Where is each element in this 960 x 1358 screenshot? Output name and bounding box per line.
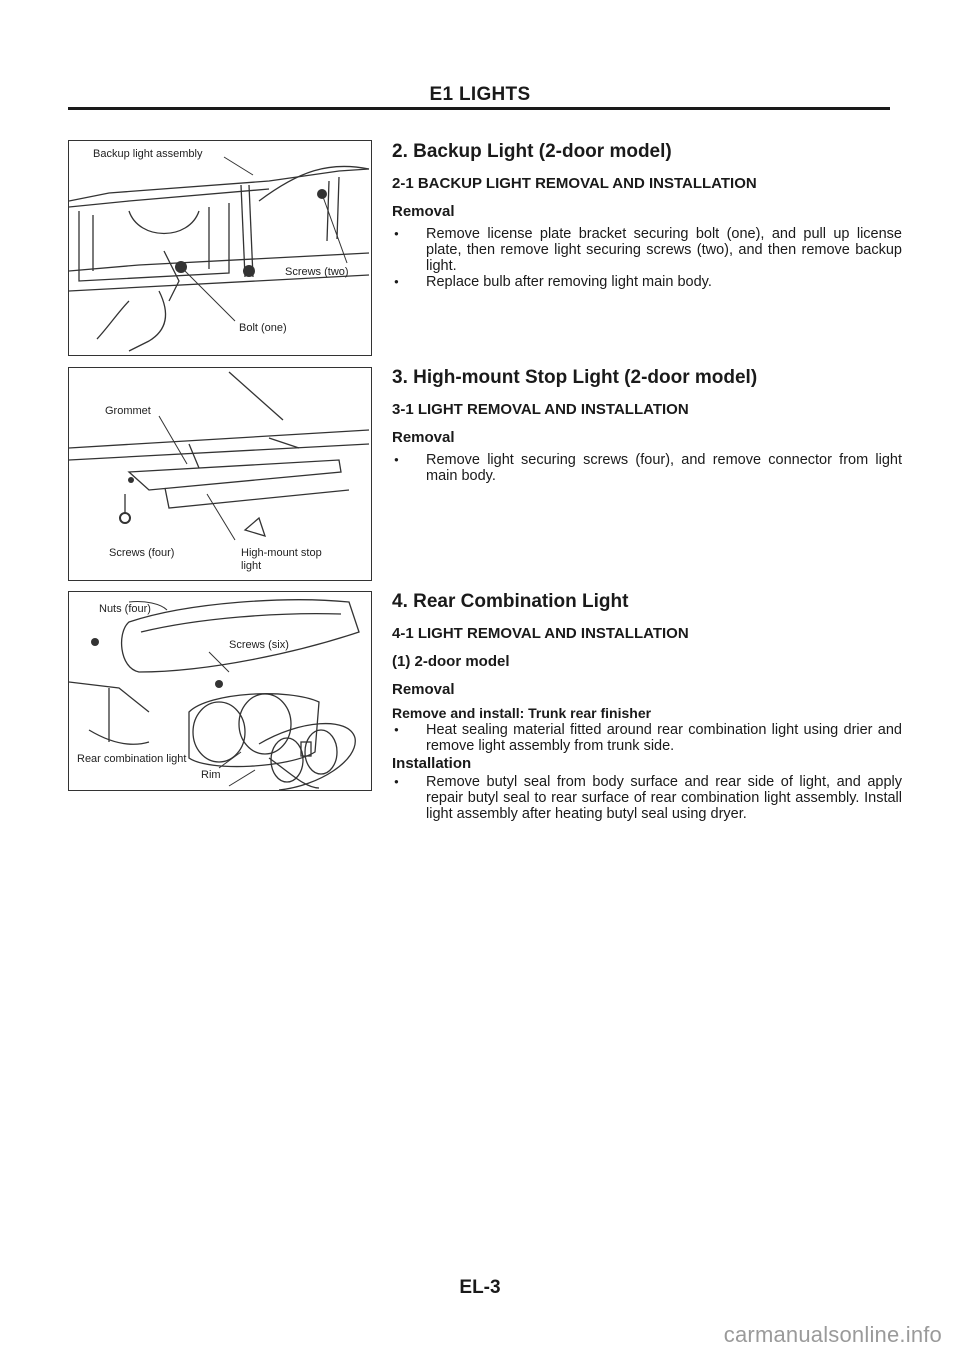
page-number: EL-3 xyxy=(459,1277,501,1298)
watermark: carmanualsonline.info xyxy=(723,1322,942,1347)
removal-list xyxy=(392,452,902,484)
section-subtitle: 2-1 BACKUP LIGHT REMOVAL AND INSTALLATION xyxy=(392,175,757,192)
list-item: ● Remove license plate bracket securing bolt (one), and pull up license plate, then remove light securing screws (two), and then remove backup light. xyxy=(392,226,902,274)
removal-list xyxy=(392,722,902,754)
label-high-mount-stop: High-mount stop xyxy=(241,547,322,559)
installation-list xyxy=(392,774,902,822)
list-item: ● Remove light securing screws (four), and remove connector from light main body. xyxy=(392,452,902,484)
remove-install-label: Remove and install: Trunk rear finisher xyxy=(392,705,652,721)
label-grommet: Grommet xyxy=(105,405,151,417)
section-subtitle: 4-1 LIGHT REMOVAL AND INSTALLATION xyxy=(392,625,689,642)
label-screws-two: Screws (two) xyxy=(285,266,349,278)
nut-icon xyxy=(91,638,99,646)
section-backup-light xyxy=(392,140,902,290)
section-title: 2. Backup Light (2-door model) xyxy=(392,141,672,162)
section-rear-combination xyxy=(392,590,902,822)
label-backup-assembly: Backup light assembly xyxy=(93,148,203,160)
installation-heading: Installation xyxy=(392,755,472,772)
removal-heading: Removal xyxy=(392,203,455,220)
section-subtitle: 3-1 LIGHT REMOVAL AND INSTALLATION xyxy=(392,401,689,418)
label-light: light xyxy=(241,560,262,572)
section-title: 4. Rear Combination Light xyxy=(392,591,629,612)
screw-icon xyxy=(120,513,130,523)
removal-heading: Removal xyxy=(392,681,455,698)
backup-light-figure xyxy=(68,140,372,356)
screw-icon xyxy=(215,680,223,688)
header-rule xyxy=(68,107,890,110)
label-nuts-four: Nuts (four) xyxy=(99,603,151,615)
backup-light-drawing xyxy=(69,141,371,355)
list-item: ● Heat sealing material fitted around rear combination light using drier and remove light assembly from trunk side. xyxy=(392,722,902,754)
removal-heading: Removal xyxy=(392,429,455,446)
list-item: ● Remove butyl seal from body surface and rear side of light, and apply repair butyl seal to rear surface of rear combination light assembly. Install light assembly after heating butyl seal using dryer. xyxy=(392,774,902,822)
label-rear-combination: Rear combination light xyxy=(77,753,187,765)
stop-light-drawing xyxy=(69,368,371,580)
screw-icon xyxy=(243,265,255,277)
section-stop-light xyxy=(392,366,902,484)
rear-combination-figure xyxy=(68,591,372,791)
rear-combination-drawing xyxy=(69,592,371,790)
section-title: 3. High-mount Stop Light (2-door model) xyxy=(392,367,758,388)
label-rim: Rim xyxy=(201,769,221,781)
list-item: ● Replace bulb after removing light main body. xyxy=(392,274,902,290)
label-screws-six: Screws (six) xyxy=(229,639,289,651)
removal-list xyxy=(392,226,902,290)
model-heading: (1) 2-door model xyxy=(392,653,510,670)
page-title: E1 LIGHTS xyxy=(429,84,531,105)
stop-light-figure xyxy=(68,367,372,581)
label-screws-four: Screws (four) xyxy=(109,547,175,559)
label-bolt-one: Bolt (one) xyxy=(239,322,287,334)
